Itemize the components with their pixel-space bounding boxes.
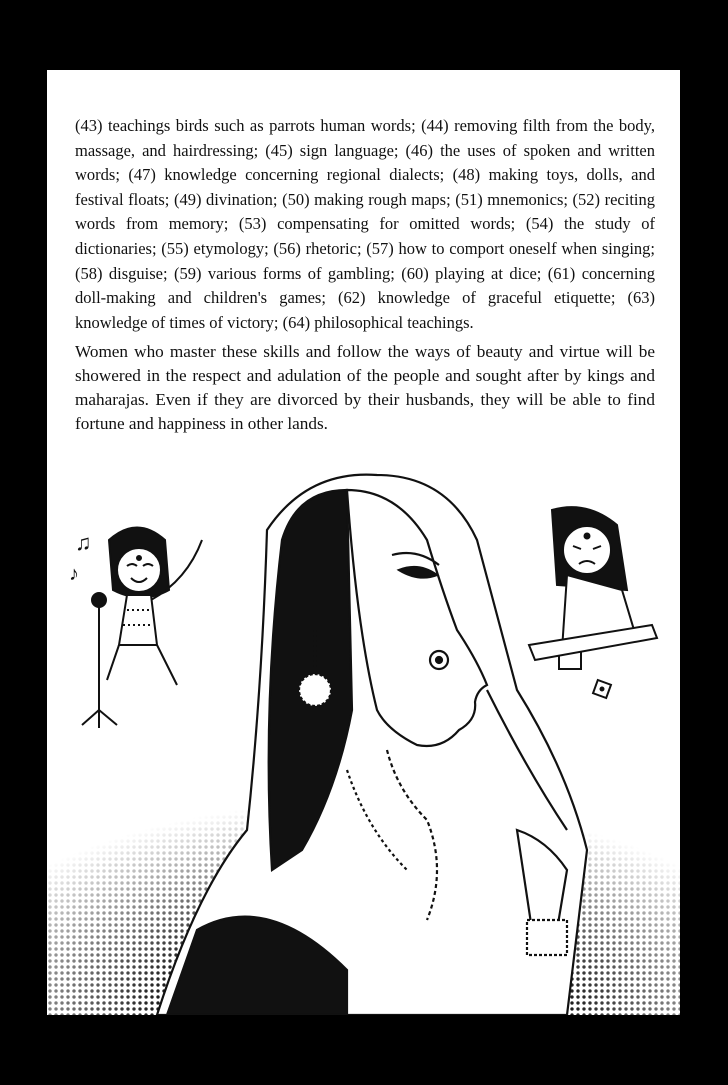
illustration: [47, 70, 680, 1015]
music-note-icon: ♪: [69, 563, 79, 585]
music-note-icon: ♫: [75, 530, 92, 555]
dice-girl-illustration: [529, 507, 657, 698]
singing-girl-illustration: [69, 528, 202, 729]
women-virtue-paragraph: Women who master these skills and follow the ways of beauty and virtue will be showered in the respect and adulation of the people and sought after by kings and maharajas. Even if they are divorced by their husbands, they will be able to find fortune and happiness in other lands.: [75, 342, 655, 433]
veiled-woman-illustration: [157, 475, 587, 1015]
manga-page: [47, 70, 680, 1015]
skills-list-paragraph: (43) teachings birds such as parrots human words; (44) removing filth from the body, massage, and hairdressing; (45) sign language; (46) the uses of spoken and written words; (47) knowledge concerning regional dialects; (48) making toys, dolls, and festival floats; (49) divination; (50) making rough maps; (51) mnemonics; (52) reciting words from memory; (53) compensating for omitted words; (54) the study of dictionaries; (55) etymology; (56) rhetoric; (57) how to comport oneself when singing; (58) disguise; (59) various forms of gambling; (60) playing at dice; (61) concerning doll-making and children's games; (62) knowledge of graceful etiquette; (63) knowledge of times of victory; (64) philosophical teachings.: [75, 116, 655, 332]
